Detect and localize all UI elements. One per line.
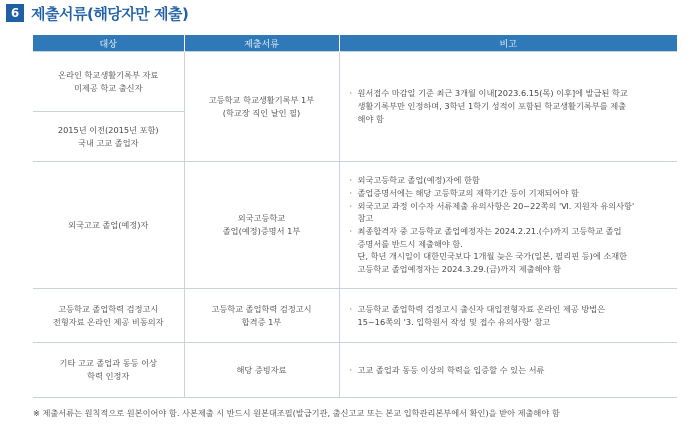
header-document: 제출서류 [184,35,339,52]
document-cell [184,289,339,343]
remarks-cell [339,343,677,398]
remark-line: · 고등학교 졸업학력 검정고시 출신자 대입전형자료 온라인 제공 방법은 [357,303,606,314]
remark-line: 단, 학년 개시일이 대한민국보다 1개월 늦은 국가(일본, 필리핀 등)에 소재한 [357,251,628,262]
document-line: 졸업(예정)증명서 1부 [222,226,301,236]
target-line: 학력 인정자 [87,371,130,381]
remark-line: 참고 [357,213,374,224]
remark-item [350,87,672,125]
target-line: 2015년 이전(2015년 포함) [57,124,159,135]
remark-item [350,225,672,276]
section-heading [6,3,188,23]
target-line: 국내 고교 졸업자 [77,137,139,148]
target-line: 기타 고교 졸업과 동등 이상 [59,358,157,369]
section-number-badge: 6 [6,4,24,22]
remark-item [350,303,672,328]
footnote: ※ 제출서류는 원칙적으로 원본이어야 함. 사본제출 시 반드시 원본대조필(발급기관, 출신고교 또는 본교 입학관리본부에서 확인)을 받아 제출해야 함 [33,408,560,418]
target-line: 고등학교 졸업학력 검정고시 [58,303,159,314]
remark-line: 고등학교 졸업예정자는 2024.3.29.(금)까지 제출해야 함 [357,264,561,275]
header-remarks: 비고 [339,35,677,52]
remark-line: · 외국고등학교 졸업(예정)자에 한함 [357,175,480,186]
remark-line: · 외국고교 과정 이수자 서류제출 유의사항은 20~22쪽의 'Ⅵ. 지원자 유의사항' [357,200,635,211]
remark-line: · 원서접수 마감일 기준 최근 3개월 이내[2023.6.15(목) 이후]에 발급된 학교 [357,88,628,99]
table-row [33,289,677,343]
table-header-row [33,35,677,52]
remark-item [350,187,672,200]
target-cell [33,112,184,162]
target-cell [33,289,184,343]
remark-line: · 최종합격자 중 고등학교 졸업예정자는 2024.2.21.(수)까지 고등학교 졸업 [357,226,622,236]
document-cell [184,162,339,289]
remarks-cell [339,52,677,162]
document-line: 합격증 1부 [241,316,282,327]
remarks-cell [339,162,677,289]
document-line: (학교장 직인 날인 필) [222,107,301,118]
document-cell: 해당 증빙자료 [184,343,339,398]
remark-item [350,200,672,225]
target-line: 온라인 학교생활기록부 자료 [58,69,159,80]
remark-line: · 졸업증명서에는 해당 고등학교의 재학기간 등이 기재되어야 함 [357,187,579,198]
target-line: 전형자료 온라인 제공 비동의자 [52,316,164,327]
document-line: 고등학교 학교생활기록부 1부 [208,94,315,105]
document-line: 고등학교 졸업학력 검정고시 [211,303,312,314]
submission-documents-table [33,35,677,398]
remark-line: 생활기록부만 인정하며, 3학년 1학기 성적이 포함된 학교생활기록부를 제출 [357,101,627,112]
header-target: 대상 [33,35,184,52]
remark-line: 15~16쪽의 '3. 입학원서 작성 및 접수 유의사항' 참고 [357,316,551,327]
document-cell [184,52,339,162]
target-cell: 외국고교 졸업(예정)자 [33,162,184,289]
section-title: 제출서류(해당자만 제출) [31,4,189,23]
table-row [33,343,677,398]
target-cell [33,343,184,398]
table-row [33,52,677,112]
target-line: 미제공 학교 출신자 [74,82,143,93]
remark-item: · 고교 졸업과 동등 이상의 학력을 입증할 수 있는 서류 [350,364,672,377]
remark-line: 해야 함 [357,113,384,124]
table-row [33,162,677,289]
document-line: 외국고등학교 [237,213,286,224]
target-cell [33,52,184,112]
remarks-cell [339,289,677,343]
remark-line: 증명서를 반드시 제출해야 함. [357,238,463,249]
remark-item [350,174,672,187]
